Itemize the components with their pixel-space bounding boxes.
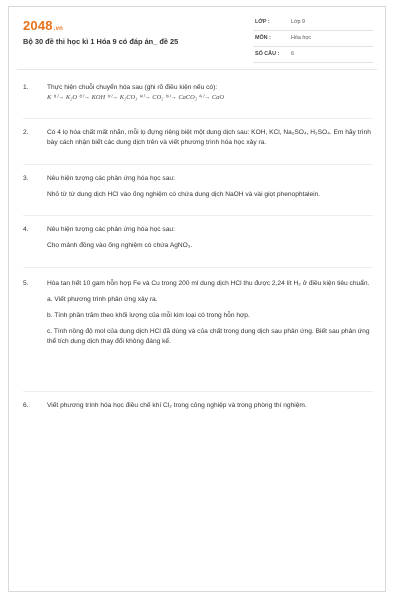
question-divider <box>23 118 373 119</box>
question-divider <box>23 391 373 392</box>
question-subtext: Nhỏ từ từ dung dịch HCl vào ống nghiệm có chứa dung dịch NaOH và vài giọt phenophtalein. <box>47 191 321 198</box>
meta-row-count <box>253 47 373 63</box>
question-text: Hòa tan hết 10 gam hỗn hợp Fe và Cu trong 200 ml dung dịch HCl thu được 2,24 lít H₂ ở điều kiện tiêu chuẩn. <box>47 280 370 287</box>
meta-row-subject <box>253 31 373 47</box>
question-part-a: a. Viết phương trình phản ứng xảy ra. <box>47 296 158 303</box>
question-part-c: c. Tính nồng độ mol của dung dịch HCl đã dùng và của chất trong dung dịch sau phản ứng. Biết sau phản ứng thể tích dung dịch thay đổi không đáng kể. <box>47 328 370 345</box>
header-divider <box>17 69 377 70</box>
header <box>9 7 385 59</box>
question-number: 3. <box>23 175 29 182</box>
meta-key: LỚP : <box>255 19 270 25</box>
question-text: Nêu hiện tượng các phản ứng hóa học sau: <box>47 175 175 182</box>
exam-page <box>8 6 386 592</box>
meta-key: MÔN : <box>255 35 271 41</box>
question-number: 4. <box>23 226 29 233</box>
question-number: 6. <box>23 402 29 409</box>
logo-tld: .vn <box>53 26 64 32</box>
meta-value: 6 <box>291 51 294 57</box>
meta-value: Lớp 9 <box>291 19 306 25</box>
question-2 <box>23 128 373 148</box>
question-3 <box>23 174 373 200</box>
question-text: Viết phương trình hóa học điều chế khí Cl₂ trong công nghiệp và trong phòng thí nghiệm. <box>47 402 307 409</box>
question-subtext: Cho mảnh đồng vào ống nghiệm có chứa AgNO₃. <box>47 242 193 249</box>
question-text: Thực hiện chuỗi chuyển hóa sau (ghi rõ điều kiện nếu có): <box>47 84 218 91</box>
meta-row-class <box>253 15 373 31</box>
question-part-b: b. Tính phần trăm theo khối lượng của mỗi kim loại có trong hỗn hợp. <box>47 312 250 319</box>
question-1 <box>23 83 373 103</box>
question-text: Có 4 lọ hóa chất mất nhãn, mỗi lọ đựng riêng biệt một dung dịch sau: KOH, KCl, Na₂SO₄, H₂SO₄. Em hãy trình bày cách nhận biết các dung dịch trên và viết phương trình hóa học xảy ra. <box>47 129 371 146</box>
question-number: 5. <box>23 280 29 287</box>
question-divider <box>23 267 373 268</box>
logo-text: 2048 <box>23 18 53 33</box>
question-number: 1. <box>23 84 29 91</box>
reaction-chain: K ⁽¹⁾→ K₂O ⁽²⁾→ KOH ⁽³⁾→ K₂CO₃ ⁽⁴⁾→ CO₂ ⁽⁵⁾→ CaCO₃ ⁽⁶⁾→ CaO <box>47 94 224 101</box>
question-text: Nêu hiện tượng các phản ứng hóa học sau: <box>47 226 175 233</box>
question-5 <box>23 279 373 347</box>
site-logo[interactable] <box>23 18 63 33</box>
question-number: 2. <box>23 129 29 136</box>
meta-table <box>253 15 373 63</box>
meta-key: SỐ CÂU : <box>255 51 280 57</box>
question-4 <box>23 225 373 251</box>
document-title: Bộ 30 đề thi học kì 1 Hóa 9 có đáp án_ đề 25 <box>23 37 179 46</box>
meta-value: Hóa học <box>291 35 312 41</box>
question-divider <box>23 215 373 216</box>
question-6 <box>23 401 373 411</box>
question-divider <box>23 164 373 165</box>
